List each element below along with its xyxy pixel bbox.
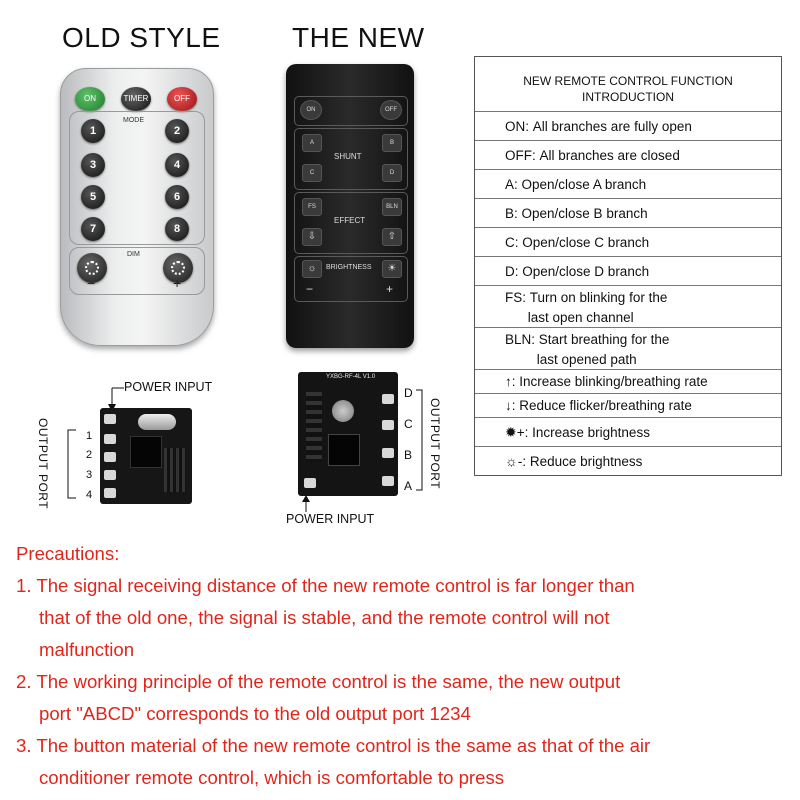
new-pad-a — [382, 476, 394, 486]
row-key: D: — [505, 263, 523, 279]
new-shunt-label: SHUNT — [334, 152, 362, 161]
new-arrow-down-icon[interactable]: ⇩ — [302, 228, 322, 246]
old-output-port-label: OUTPUT PORT — [36, 418, 50, 510]
new-power-arrow — [296, 494, 316, 514]
row-key: ↑: — [505, 374, 520, 389]
precaution-2-line1: 2. The working principle of the remote control is the same, the new output — [16, 671, 621, 692]
new-arrow-up-icon[interactable]: ⇧ — [382, 228, 402, 246]
old-port-3: 3 — [86, 469, 93, 481]
function-table — [474, 56, 782, 476]
table-row — [475, 417, 781, 446]
row-key: ON: — [505, 118, 533, 134]
row-key: +: — [516, 424, 533, 440]
table-row — [475, 446, 781, 475]
new-board-model: YXBG-RF-4L V1.0 — [326, 374, 376, 380]
new-port-a: A — [404, 479, 413, 493]
row-key: -: — [517, 453, 530, 469]
row-desc: Open/close B branch — [521, 205, 648, 221]
old-port-2: 2 — [86, 449, 93, 461]
old-power-pad — [104, 414, 116, 424]
row-desc: Start breathing for the — [538, 332, 670, 347]
old-timer-button[interactable]: TIMER — [121, 87, 151, 111]
precaution-1-line2: that of the old one, the signal is stable, and the remote control will not — [39, 607, 610, 628]
table-row — [475, 369, 781, 393]
old-on-button[interactable]: ON — [75, 87, 105, 111]
row-desc: All branches are fully open — [532, 118, 692, 134]
old-key-1[interactable]: 1 — [81, 119, 105, 143]
bright-sun-icon: ✹ — [505, 423, 517, 440]
old-port-4: 4 — [86, 489, 93, 501]
old-dim-label: DIM — [127, 251, 140, 258]
precaution-1-line3: malfunction — [39, 639, 135, 660]
new-port-d: D — [404, 386, 413, 400]
row-desc: All branches are closed — [539, 147, 680, 163]
new-brightness-up-icon[interactable]: ☀ — [382, 260, 402, 278]
row-key: ↓: — [505, 398, 520, 413]
old-key-3[interactable]: 3 — [81, 153, 105, 177]
old-pad-2 — [104, 452, 116, 462]
row-key: B: — [505, 205, 522, 221]
new-pad-c — [382, 420, 394, 430]
old-port-1: 1 — [86, 430, 93, 442]
table-row — [475, 393, 781, 417]
new-brightness-down-icon[interactable]: ☼ — [302, 260, 322, 278]
new-output-port-label: OUTPUT PORT — [428, 398, 442, 490]
old-pad-1 — [104, 434, 116, 444]
new-effect-label: EFFECT — [334, 216, 366, 225]
new-style-heading: THE NEW — [292, 22, 425, 53]
table-row — [475, 285, 781, 327]
precaution-3-line1: 3. The button material of the new remote control is the same as that of the air — [16, 735, 651, 756]
old-receiver-board — [100, 408, 192, 504]
table-row — [475, 111, 781, 140]
old-port-bracket — [66, 428, 78, 502]
old-key-5[interactable]: 5 — [81, 185, 105, 209]
old-crystal — [138, 414, 176, 430]
old-plus-label: + — [173, 275, 182, 291]
old-pad-3 — [104, 470, 116, 480]
row-desc: Open/close D branch — [522, 263, 650, 279]
new-remote — [286, 64, 414, 348]
precaution-1-line1: 1. The signal receiving distance of the new remote control is far longer than — [16, 575, 635, 596]
new-minus-label: − — [306, 282, 314, 296]
row-desc: Increase blinking/breathing rate — [519, 374, 708, 389]
row-key: A: — [505, 176, 522, 192]
new-port-b: B — [404, 448, 413, 462]
old-power-input-label: POWER INPUT — [124, 380, 213, 394]
new-plus-label: + — [386, 282, 394, 296]
old-key-7[interactable]: 7 — [81, 217, 105, 241]
new-b-button[interactable]: B — [382, 134, 402, 152]
old-key-4[interactable]: 4 — [165, 153, 189, 177]
new-a-button[interactable]: A — [302, 134, 322, 152]
table-row — [475, 198, 781, 227]
old-components — [164, 448, 186, 492]
row-key: C: — [505, 234, 523, 250]
old-key-8[interactable]: 8 — [165, 217, 189, 241]
row-desc: Open/close C branch — [522, 234, 650, 250]
table-row — [475, 327, 781, 369]
function-table-title: NEW REMOTE CONTROL FUNCTION INTRODUCTION — [523, 74, 733, 104]
table-row — [475, 256, 781, 285]
old-mode-label: MODE — [123, 117, 144, 124]
new-port-bracket — [414, 388, 424, 494]
old-key-6[interactable]: 6 — [165, 185, 189, 209]
table-row — [475, 227, 781, 256]
new-pad-b — [382, 448, 394, 458]
table-row — [475, 140, 781, 169]
old-chip — [130, 436, 162, 468]
new-fs-button[interactable]: FS — [302, 198, 322, 216]
new-crystal — [332, 400, 354, 422]
row-key: FS: — [505, 290, 530, 305]
old-minus-label: − — [87, 275, 96, 291]
new-brightness-label: BRIGHTNESS — [326, 264, 372, 271]
row-desc: Reduce brightness — [529, 453, 643, 469]
new-on-button[interactable]: ON — [300, 100, 322, 120]
row-desc: Open/close A branch — [521, 176, 647, 192]
new-pad-d — [382, 394, 394, 404]
old-off-button[interactable]: OFF — [167, 87, 197, 111]
row-desc: Reduce flicker/breathing rate — [519, 398, 692, 413]
row-desc: Increase brightness — [532, 424, 650, 440]
row-desc-continued: last open channel — [527, 310, 634, 325]
dim-sun-icon: ☼ — [505, 453, 518, 469]
row-desc-continued: last opened path — [536, 352, 637, 367]
old-key-2[interactable]: 2 — [165, 119, 189, 143]
old-style-heading: OLD STYLE — [62, 22, 221, 53]
precautions-title: Precautions: — [16, 543, 120, 564]
new-c-button[interactable]: C — [302, 164, 322, 182]
new-d-button[interactable]: D — [382, 164, 402, 182]
row-desc: Turn on blinking for the — [529, 290, 668, 305]
table-row — [475, 169, 781, 198]
new-power-pad — [304, 478, 316, 488]
old-pad-4 — [104, 488, 116, 498]
precaution-3-line2: conditioner remote control, which is comfortable to press — [39, 767, 505, 788]
new-chip — [328, 434, 360, 466]
new-port-c: C — [404, 417, 413, 431]
row-key: OFF: — [505, 147, 540, 163]
precaution-2-line2: port "ABCD" corresponds to the old output port 1234 — [39, 703, 471, 724]
new-components — [306, 392, 322, 462]
old-remote — [60, 68, 214, 346]
new-receiver-board — [298, 372, 398, 496]
new-off-button[interactable]: OFF — [380, 100, 402, 120]
row-key: BLN: — [505, 332, 539, 347]
new-bln-button[interactable]: BLN — [382, 198, 402, 216]
new-power-input-label: POWER INPUT — [286, 512, 375, 526]
